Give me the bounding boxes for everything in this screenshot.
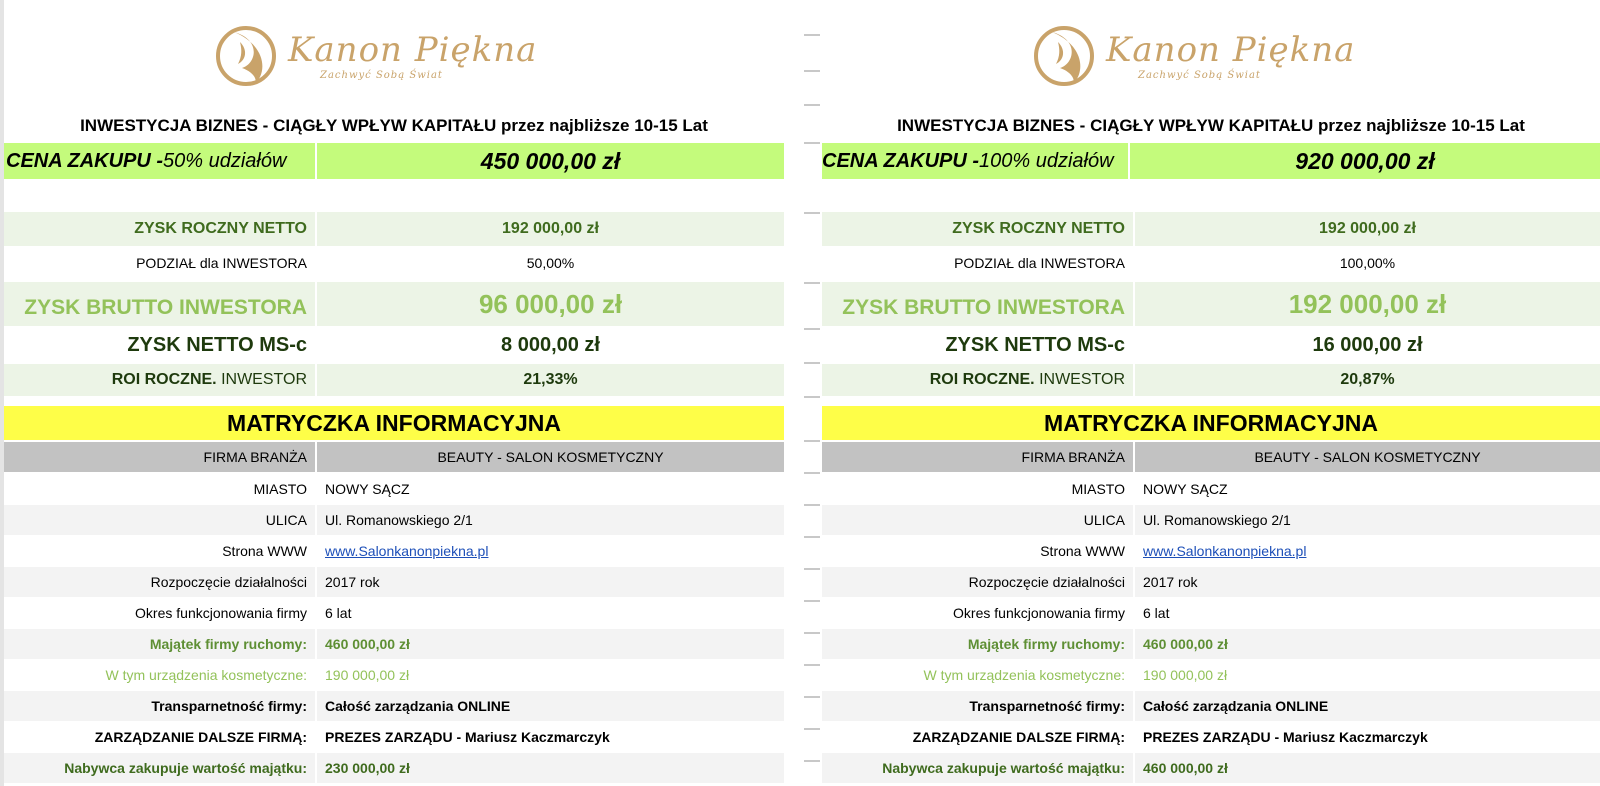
info-row-city — [4, 474, 784, 504]
info-value: 460 000,00 zł — [1143, 760, 1228, 776]
gross-profit-row — [822, 282, 1600, 326]
info-label: MIASTO — [253, 481, 307, 497]
roi-row — [4, 364, 784, 396]
divider-tick — [804, 34, 820, 36]
info-row-transparency — [4, 691, 784, 721]
info-label: ZARZĄDZANIE DALSZE FIRMĄ: — [912, 729, 1125, 745]
divider-tick — [804, 396, 820, 398]
info-row-buyer-assets — [822, 753, 1600, 783]
investor-share-value: 100,00% — [1339, 255, 1396, 271]
roi-label-rest: INWESTOR — [1034, 371, 1125, 388]
info-label: Nabywca zakupuje wartość majątku: — [882, 760, 1125, 776]
info-label: Okres funkcjonowania firmy — [135, 605, 307, 621]
brand-name: Kanon Piękna — [1106, 30, 1356, 70]
info-matrix-header — [822, 406, 1600, 440]
info-row-city — [822, 474, 1600, 504]
price-label-share: 50% udziałów — [163, 149, 287, 172]
divider-tick — [804, 760, 820, 762]
info-label: Rozpoczęcie działalności — [968, 574, 1125, 590]
info-row-start — [4, 567, 784, 597]
woman-profile-icon — [212, 20, 284, 92]
brand-tagline: Zachwyć Sobą Świat — [1138, 70, 1261, 81]
info-label: Strona WWW — [222, 543, 307, 559]
info-value: Całość zarządzania ONLINE — [325, 698, 511, 714]
info-label: Transparnetność firmy: — [969, 698, 1125, 714]
info-value: 6 lat — [325, 605, 352, 621]
divider-tick — [804, 600, 820, 602]
annual-profit-label: ZYSK ROCZNY NETTO — [134, 220, 307, 237]
price-label-share: 100% udziałów — [979, 149, 1114, 172]
info-row-assets — [822, 629, 1600, 659]
info-value: BEAUTY - SALON KOSMETYCZNY — [1254, 449, 1481, 465]
info-matrix-title: MATRYCZKA INFORMACYJNA — [227, 409, 561, 436]
woman-profile-icon — [1030, 20, 1102, 92]
info-label: W tym urządzenia kosmetyczne: — [923, 667, 1125, 683]
info-row-website — [4, 536, 784, 566]
roi-label-rest: INWESTOR — [216, 371, 307, 388]
net-monthly-label: ZYSK NETTO MS-c — [127, 333, 307, 356]
roi-value: 21,33% — [523, 371, 578, 388]
annual-profit-label: ZYSK ROCZNY NETTO — [952, 220, 1125, 237]
roi-value: 20,87% — [1340, 371, 1395, 388]
info-value: 2017 rok — [1143, 574, 1198, 590]
info-row-transparency — [822, 691, 1600, 721]
price-value: 450 000,00 zł — [480, 147, 621, 174]
info-label: ZARZĄDZANIE DALSZE FIRMĄ: — [94, 729, 307, 745]
info-value: BEAUTY - SALON KOSMETYCZNY — [437, 449, 664, 465]
info-value: 2017 rok — [325, 574, 380, 590]
info-row-street — [4, 505, 784, 535]
offer-panel-100 — [822, 0, 1600, 786]
info-row-industry — [4, 442, 784, 472]
divider-tick — [804, 536, 820, 538]
info-label: W tym urządzenia kosmetyczne: — [105, 667, 307, 683]
divider-tick — [804, 728, 820, 730]
annual-profit-value: 192 000,00 zł — [1319, 220, 1416, 237]
info-label: Nabywca zakupuje wartość majątku: — [64, 760, 307, 776]
divider-tick — [804, 504, 820, 506]
website-link[interactable]: www.Salonkanonpiekna.pl — [325, 543, 489, 559]
divider-tick — [804, 142, 820, 144]
roi-label-bold: ROI ROCZNE. — [111, 371, 217, 388]
gross-profit-label: ZYSK BRUTTO INWESTORA — [842, 296, 1125, 319]
investment-headline: INWESTYCJA BIZNES - CIĄGŁY WPŁYW KAPITAŁU przez najbliższe 10-15 Lat — [897, 116, 1525, 135]
info-value: PREZES ZARZĄDU - Mariusz Kaczmarczyk — [1143, 729, 1428, 745]
info-row-equipment — [822, 660, 1600, 690]
investor-share-value: 50,00% — [526, 255, 575, 271]
price-value: 920 000,00 zł — [1295, 147, 1435, 174]
gross-profit-row — [4, 282, 784, 326]
price-label-bold: CENA ZAKUPU - — [6, 149, 164, 172]
investor-share-row — [822, 246, 1600, 280]
website-link[interactable]: www.Salonkanonpiekna.pl — [1143, 543, 1307, 559]
roi-label — [4, 364, 315, 396]
investor-share-row — [4, 246, 784, 280]
info-label: Rozpoczęcie działalności — [150, 574, 307, 590]
info-row-buyer-assets — [4, 753, 784, 783]
divider-tick — [804, 362, 820, 364]
info-value: PREZES ZARZĄDU - Mariusz Kaczmarczyk — [325, 729, 610, 745]
info-value: NOWY SĄCZ — [1143, 481, 1228, 497]
roi-row — [822, 364, 1600, 396]
info-matrix-title: MATRYCZKA INFORMACYJNA — [1044, 409, 1378, 436]
net-monthly-value: 8 000,00 zł — [501, 333, 600, 356]
info-label: ULICA — [265, 512, 307, 528]
investor-share-label: PODZIAŁ dla INWESTORA — [136, 255, 307, 271]
divider-tick — [804, 664, 820, 666]
info-row-equipment — [4, 660, 784, 690]
info-label: Transparnetność firmy: — [151, 698, 307, 714]
info-row-management — [4, 722, 784, 752]
roi-label — [822, 364, 1133, 396]
info-matrix-header — [4, 406, 784, 440]
gross-profit-value: 96 000,00 zł — [478, 288, 623, 319]
info-row-start — [822, 567, 1600, 597]
info-row-management — [822, 722, 1600, 752]
info-label: Majątek firmy ruchomy: — [149, 636, 307, 652]
info-label: Majątek firmy ruchomy: — [967, 636, 1125, 652]
info-value: Ul. Romanowskiego 2/1 — [1143, 512, 1291, 528]
net-monthly-row — [822, 328, 1600, 362]
brand-tagline: Zachwyć Sobą Świat — [320, 70, 443, 81]
info-row-period — [4, 598, 784, 628]
info-value: 230 000,00 zł — [325, 760, 410, 776]
price-label-bold: CENA ZAKUPU - — [822, 149, 980, 172]
divider-tick — [804, 70, 820, 72]
annual-profit-row — [822, 212, 1600, 246]
info-row-period — [822, 598, 1600, 628]
gross-profit-label: ZYSK BRUTTO INWESTORA — [24, 296, 307, 319]
divider-tick — [804, 212, 820, 214]
info-row-street — [822, 505, 1600, 535]
net-monthly-value: 16 000,00 zł — [1312, 333, 1423, 356]
info-value: 6 lat — [1143, 605, 1170, 621]
info-label: Strona WWW — [1040, 543, 1125, 559]
info-label: MIASTO — [1071, 481, 1125, 497]
info-value: Całość zarządzania ONLINE — [1143, 698, 1329, 714]
info-label: Okres funkcjonowania firmy — [953, 605, 1125, 621]
info-row-website — [822, 536, 1600, 566]
panel-divider — [792, 0, 822, 786]
investment-headline: INWESTYCJA BIZNES - CIĄGŁY WPŁYW KAPITAŁU przez najbliższe 10-15 Lat — [80, 116, 708, 135]
offer-panel-50 — [4, 0, 784, 786]
price-label — [4, 143, 315, 179]
gross-profit-value: 192 000,00 zł — [1288, 288, 1447, 319]
net-monthly-row — [4, 328, 784, 362]
divider-tick — [804, 472, 820, 474]
net-monthly-label: ZYSK NETTO MS-c — [945, 333, 1125, 356]
divider-tick — [804, 440, 820, 442]
brand-name: Kanon Piękna — [288, 30, 538, 70]
info-row-industry — [822, 442, 1600, 472]
price-row — [4, 143, 784, 179]
info-label: FIRMA BRANŻA — [203, 449, 307, 465]
info-value: NOWY SĄCZ — [325, 481, 410, 497]
info-value: 460 000,00 zł — [325, 636, 410, 652]
info-label: FIRMA BRANŻA — [1021, 449, 1125, 465]
price-row — [822, 143, 1600, 179]
divider-tick — [804, 328, 820, 330]
investor-share-label: PODZIAŁ dla INWESTORA — [954, 255, 1125, 271]
info-value: 190 000,00 zł — [1143, 667, 1228, 683]
annual-profit-value: 192 000,00 zł — [502, 220, 599, 237]
divider-tick — [804, 282, 820, 284]
info-label: ULICA — [1083, 512, 1125, 528]
info-value: 190 000,00 zł — [325, 667, 410, 683]
divider-tick — [804, 696, 820, 698]
info-row-assets — [4, 629, 784, 659]
roi-label-bold: ROI ROCZNE. — [929, 371, 1035, 388]
info-value: 460 000,00 zł — [1143, 636, 1228, 652]
price-label — [822, 143, 1128, 179]
divider-tick — [804, 104, 820, 106]
divider-tick — [804, 632, 820, 634]
info-value: Ul. Romanowskiego 2/1 — [325, 512, 473, 528]
annual-profit-row — [4, 212, 784, 246]
divider-tick — [804, 568, 820, 570]
